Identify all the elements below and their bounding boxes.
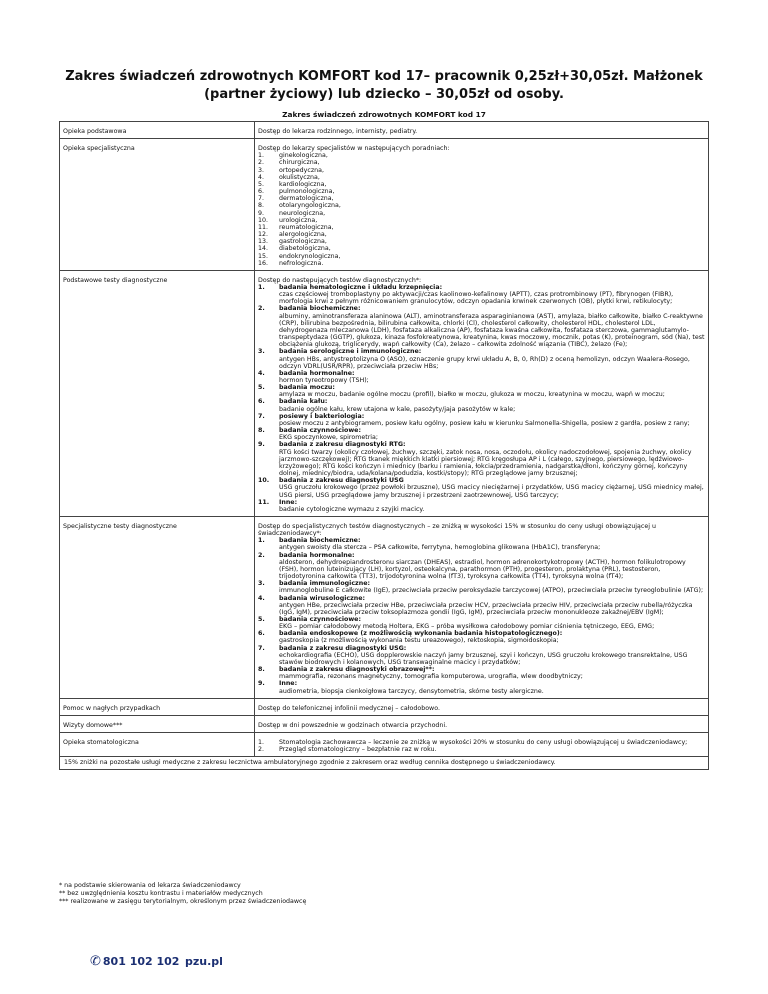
category-label: Specjalistyczne testy diagnostyczne — [60, 516, 255, 698]
item-title: badania czynnościowe: — [279, 427, 361, 435]
item-text: immunoglobuline E całkowite (IgE), przeciwciała przeciw peroksydazie tarczycowej (ATPO), przeciwciała przeciw tyreoglobulinie (ATG); — [279, 587, 704, 595]
item-title: badania kału: — [279, 398, 328, 406]
item-title: badania hormonalne: — [279, 551, 355, 559]
item-number: 3. — [258, 166, 265, 174]
item-number: 7. — [258, 412, 265, 420]
item-text: neurologiczna, — [279, 209, 326, 217]
list-item — [258, 616, 705, 630]
item-number: 2. — [258, 551, 265, 559]
item-text: kardiologiczna, — [279, 180, 327, 188]
item-number: 12. — [258, 231, 269, 239]
item-number: 3. — [258, 348, 265, 356]
list-item — [258, 739, 705, 746]
item-number: 5. — [258, 384, 265, 392]
item-text: chirurgiczna, — [279, 159, 320, 167]
item-text: albuminy, aminotransferaza alaninowa (ALT), aminotransferaza asparaginianowa (AST), amylaza, białko całkowite, białko C-reaktywne (CRP), bilirubina bezpośrednia, bilirubina całkowita, chlorki (Cl), cholesterol całkowity, cholesterol HDL, cholesterol LDL, dehydrogenaza mleczanowa (LDH), fosfataza alkaliczna (AP), fosfataza kwaśna całkowita, fosfataza sterczowa, gammaglutamylo-transpeptydaza (GGTP), glukoza, kinaza fosfokreatynowa, kreatynina, kwas moczowy, mocznik, potas (K), proteinogram, sód (Na), test obciążenia glukozą, triglicerydy, wapń całkowity (Ca), żelazo – całkowita zdolność wiązania (TIBC), żelazo (Fe); — [279, 312, 705, 349]
category-details: Dostęp do lekarza rodzinnego, internisty, pediatry. — [255, 122, 709, 139]
category-details: Dostęp w dni powszednie w godzinach otwarcia przychodni. — [255, 715, 709, 732]
list-item — [258, 152, 705, 159]
item-title: Inne: — [279, 680, 298, 688]
list-item — [258, 231, 705, 238]
page-heading: Zakres świadczeń zdrowotnych KOMFORT kod 17– pracownik 0,25zł+30,05zł. Małżonek (partner życiowy) lub dziecko – 30,05zł od osoby. — [65, 69, 703, 102]
item-text: posiew moczu z antybiogramem, posiew kału ogólny, posiew kału w kierunku Salmonella-Shigella, posiew z gardła, posiew z rany; — [279, 419, 690, 427]
item-body — [279, 398, 515, 412]
category-details — [255, 270, 709, 516]
contact-phone — [90, 954, 179, 969]
list-item — [258, 224, 705, 231]
details-intro: Dostęp do lekarzy specjalistów w następujących poradniach: — [258, 145, 450, 153]
item-number: 9. — [258, 680, 265, 688]
list-item — [258, 253, 705, 260]
item-number: 2. — [258, 746, 265, 754]
item-title: badania immunologiczne: — [279, 580, 370, 588]
item-number: 6. — [258, 398, 265, 406]
item-text: Przegląd stomatologiczny – bezpłatnie raz w roku. — [279, 746, 437, 754]
item-title: posiewy i bakteriologia: — [279, 412, 365, 420]
item-text: gastroskopia (z możliwością wykonania testu ureazowego), rektoskopia, sigmoidoskopia; — [279, 637, 559, 645]
item-number: 11. — [258, 498, 270, 506]
item-title: Inne: — [279, 498, 298, 506]
item-body — [279, 595, 705, 616]
phone-number: 801 102 102 — [102, 955, 180, 968]
phone-icon: ✆ — [90, 954, 101, 969]
item-text: mammografia, rezonans magnetyczny, tomografia komputerowa, urografia, wlew doodbytniczy; — [279, 673, 583, 681]
category-details — [255, 516, 709, 698]
list-item — [258, 202, 705, 209]
item-text: echokardiografia (ECHO), USG dopplerowskie naczyń jamy brzusznej, szyi i kończyn, USG gruczołu krokowego transrektalne, USG stawów biodrowych i kolanowych, USG transwaginalne macicy i przydatków; — [279, 651, 688, 666]
list-item — [258, 245, 705, 252]
category-details: Dostęp do telefonicznej infolinii medycznej – całodobowo. — [255, 698, 709, 715]
list-item — [258, 195, 705, 202]
item-text: Stomatologia zachowawcza – leczenie ze zniżką w wysokości 20% w stosunku do ceny usługi obowiązującej u świadczeniodawcy; — [279, 739, 688, 747]
list-item — [258, 348, 705, 369]
list-item — [258, 552, 705, 581]
item-text: antygen HBe, przeciwciała przeciw HBe, przeciwciała przeciw HCV, przeciwciała przeciw HIV, przeciwciała przeciw rubella/różyczka (IgG, IgM), przeciwciała przeciw toksoplazmoza gondii (IgG, IgM), przeciwciała przeciw mononukleoze zakaźnej/EBV (IgM); — [279, 601, 693, 616]
item-body — [279, 580, 703, 594]
item-number: 13. — [258, 238, 269, 246]
discount-note: 15% zniżki na pozostałe usługi medyczne z zakresu lecznictwa ambulatoryjnego zgodnie z zakresem oraz według cennika dostępnego u świadczeniodawcy. — [60, 757, 709, 769]
item-number: 2. — [258, 159, 265, 167]
list-item — [258, 188, 705, 195]
item-body — [279, 441, 705, 477]
footnote: *** realizowane w zasięgu terytorialnym, określonym przez świadczeniodawcę — [59, 898, 307, 905]
item-text: pulmonologiczna, — [279, 188, 335, 196]
item-number: 4. — [258, 369, 265, 377]
list-item — [258, 499, 705, 513]
item-text: EKG spoczynkowe, spirometria; — [279, 434, 379, 442]
item-number: 8. — [258, 427, 265, 435]
list-item — [258, 441, 705, 477]
item-number: 3. — [258, 580, 265, 588]
table-row — [60, 516, 709, 698]
list-item — [258, 210, 705, 217]
list-item — [258, 477, 705, 498]
list-item — [258, 174, 705, 181]
item-body — [279, 284, 705, 305]
item-text: badanie ogólne kału, krew utajona w kale, pasożyty/jaja pasożytów w kale; — [279, 405, 516, 413]
details-intro: Dostęp do następujących testów diagnostycznych*: — [258, 276, 422, 284]
item-body — [279, 680, 544, 694]
item-number: 14. — [258, 245, 269, 253]
specialist-tests-list — [258, 537, 705, 694]
item-number: 5. — [258, 616, 265, 623]
item-number: 1. — [258, 152, 265, 160]
list-item — [258, 413, 705, 427]
list-item — [258, 680, 705, 694]
table-row — [60, 139, 709, 271]
category-label: Opieka podstawowa — [60, 122, 255, 139]
item-number: 2. — [258, 305, 265, 313]
table-row — [60, 122, 709, 139]
item-number: 9. — [258, 441, 265, 449]
category-label: Opieka stomatologiczna — [60, 733, 255, 757]
category-details — [255, 139, 709, 271]
item-body — [279, 537, 600, 551]
details-intro: Dostęp do specjalistycznych testów diagnostycznych – ze zniżką w wysokości 15% w stosunku do ceny usługi obowiązującej u świadczeniodawcy*: — [258, 522, 656, 538]
item-title: badania z zakresu diagnostyki obrazowej**: — [279, 666, 435, 674]
item-text: badanie cytologiczne wymazu z szyjki macicy. — [279, 505, 425, 513]
benefits-table — [59, 121, 709, 770]
item-text: alergologiczna, — [279, 231, 327, 239]
item-body — [279, 666, 583, 680]
item-text: otolaryngologiczna, — [279, 202, 341, 210]
item-body — [279, 305, 705, 348]
basic-tests-list — [258, 284, 705, 513]
item-text: gastrologiczna, — [279, 238, 327, 246]
list-item — [258, 284, 705, 305]
table-row — [60, 270, 709, 516]
item-text: dermatologiczna, — [279, 195, 334, 203]
item-number: 1. — [258, 283, 265, 291]
item-text: endokrynologiczna, — [279, 252, 341, 260]
list-item — [258, 159, 705, 166]
item-text: hormon tyreotropowy (TSH); — [279, 377, 369, 384]
item-text: urologiczna, — [279, 216, 318, 224]
item-text: RTG kości twarzy (okolicy czołowej, żuchwy, szczęki, zatok nosa, nosa, oczodołu, okolicy nadoczodołowej, spojenia żuchwy, okolicy jarzmowo-szczękowej); RTG tkanek miękkich klatki piersiowej; RTG kręgosłupa AP i L (całego, szyjnego, piersiowego, lędźwiowo-krzyżowego); RTG kości kończyn i miednicy (barku i ramienia, łokcia/przedramienia, nadgarstka/dłoni, kończyny górnej, kończyny dolnej, miednicy/biodra, uda/kolana/podudzia, kostki/stopy); RTG przeglądowe jamy brzusznej; — [279, 448, 692, 478]
list-item — [258, 645, 705, 666]
category-label: Wizyty domowe*** — [60, 715, 255, 732]
item-body — [279, 477, 705, 498]
table-row — [60, 733, 709, 757]
list-item — [258, 398, 705, 412]
item-title: badania czynnościowe: — [279, 616, 361, 623]
website-link[interactable]: pzu.pl — [185, 955, 223, 968]
item-text: reumatologiczna, — [279, 223, 334, 231]
item-text: antygen swoisty dla stercza – PSA całkowite, ferrytyna, hemoglobina glikowana (HbA1C), transferyna; — [279, 544, 601, 552]
item-number: 1. — [258, 739, 265, 747]
footnotes — [59, 882, 306, 906]
item-title: badania z zakresu diagnostyki USG — [279, 477, 404, 485]
table-title: Zakres świadczeń zdrowotnych KOMFORT kod 17 — [282, 110, 486, 119]
item-number: 6. — [258, 188, 265, 196]
list-item — [258, 595, 705, 616]
item-body — [279, 630, 562, 644]
item-number: 15. — [258, 252, 269, 260]
item-title: badania wirusologiczne: — [279, 594, 366, 602]
clinics-list — [258, 152, 705, 267]
item-text: diabetologiczna, — [279, 245, 331, 253]
dental-list — [258, 739, 705, 753]
list-item — [258, 580, 705, 594]
item-text: aldosteron, dehydroepiandrosteronu siarczan (DHEAS), estradiol, hormon adrenokortykotropowy (ACTH), hormon folikulotropowy (FSH), hormon luteinizujący (LH), kortyzol, osteokalcyna, parathormon (PTH), progesteron, prolaktyna (PRL), testosteron, trijodotyronina całkowita (TT3), trijodotyronina wolna (fT3), tyroksyna całkowita (TT4), tyroksyna wolna (fT4); — [279, 558, 686, 581]
list-item — [258, 238, 705, 245]
item-number: 6. — [258, 630, 265, 638]
item-number: 1. — [258, 537, 265, 545]
item-title: badania hormonalne: — [279, 369, 355, 377]
item-body — [279, 413, 690, 427]
item-number: 4. — [258, 594, 265, 602]
item-text: nefrologiczna. — [279, 259, 324, 267]
item-text: czas częściowej tromboplastyny po aktywacji/czas kaolinowo-kefalinowy (APTT), czas protrombinowy (PT), fibrynogen (FIBR), morfologia krwi z pełnym różnicowaniem granulocytów, odczyn opadania krwinek czerwonych (OB), płytki krwi, retikulocyty; — [279, 291, 674, 306]
item-title: badania moczu: — [279, 384, 335, 392]
category-label: Podstawowe testy diagnostyczne — [60, 270, 255, 516]
list-item — [258, 370, 705, 384]
item-text: EKG – pomiar całodobowy metodą Holtera, EKG – próba wysiłkowa całodobowy pomiar ciśnienia tętniczego, EEG, EMG; — [279, 623, 655, 631]
item-body — [279, 552, 705, 581]
item-number: 11. — [258, 223, 269, 231]
item-text: ginekologiczna, — [279, 152, 328, 160]
item-text: USG gruczołu krokowego (przez powłoki brzuszne), USG macicy nieciężarnej i przydatków, USG macicy ciężarnej, USG miednicy małej, USG piersi, USG przeglądowe jamy brzusznej i przestrzeni zaotrzewnowej, USG tarczycy; — [279, 484, 704, 499]
list-item — [258, 746, 705, 753]
item-body — [279, 384, 665, 398]
list-item — [258, 181, 705, 188]
item-number: 7. — [258, 195, 265, 203]
item-number: 8. — [258, 666, 265, 674]
item-number: 4. — [258, 173, 265, 181]
item-number: 16. — [258, 259, 269, 267]
item-title: badania hematologiczne i układu krzepnięcia: — [279, 283, 443, 291]
item-title: badania z zakresu diagnostyki RTG: — [279, 441, 406, 449]
footnote: * na podstawie skierowania od lekarza świadczeniodawcy — [59, 882, 241, 889]
item-number: 5. — [258, 180, 265, 188]
item-body — [279, 427, 378, 441]
category-details — [255, 733, 709, 757]
list-item — [258, 427, 705, 441]
category-label: Opieka specjalistyczna — [60, 139, 255, 271]
table-row — [60, 715, 709, 732]
list-item — [258, 537, 705, 551]
footnote: ** bez uwzględnienia kosztu kontrastu i materiałów medycznych — [59, 890, 263, 897]
item-title: badania biochemiczne: — [279, 537, 361, 545]
item-body — [279, 616, 654, 630]
list-item — [258, 384, 705, 398]
item-number: 8. — [258, 202, 265, 210]
list-item — [258, 305, 705, 348]
item-text: okulistyczna, — [279, 173, 320, 181]
list-item — [258, 666, 705, 680]
item-body — [279, 348, 705, 369]
item-body — [279, 499, 424, 513]
table-row — [60, 698, 709, 715]
item-number: 7. — [258, 644, 265, 652]
item-title: badania z zakresu diagnostyki USG: — [279, 644, 407, 652]
table-row — [60, 757, 709, 769]
item-number: 10. — [258, 477, 270, 485]
item-title: badania biochemiczne: — [279, 305, 361, 313]
item-text: amylaza w moczu, badanie ogólne moczu (profil), białko w moczu, glukoza w moczu, kreatynina w moczu, wapń w moczu; — [279, 391, 665, 399]
item-text: ortopedyczna, — [279, 166, 324, 174]
item-title: badania serologiczne i immunologiczne: — [279, 348, 422, 356]
category-label: Pomoc w nagłych przypadkach — [60, 698, 255, 715]
list-item — [258, 260, 705, 267]
item-number: 10. — [258, 216, 269, 224]
item-body — [279, 645, 705, 666]
item-text: audiometria, biopsja cienkoigłowa tarczycy, densytometria, skórne testy alergiczne. — [279, 687, 544, 695]
list-item — [258, 217, 705, 224]
item-number: 9. — [258, 209, 265, 217]
item-body — [279, 370, 369, 384]
list-item — [258, 167, 705, 174]
list-item — [258, 630, 705, 644]
item-text: antygen HBs, antystreptolizyna O (ASO), oznaczenie grupy krwi układu A, B, 0, Rh(D) z oceną hemolizyn, odczyn Waalera-Rosego, odczyn VDRL(USR/RPR), przeciwciała przeciw HBs; — [279, 355, 690, 370]
item-title: badania endoskopowe (z możliwością wykonania badania histopatologicznego): — [279, 630, 563, 638]
